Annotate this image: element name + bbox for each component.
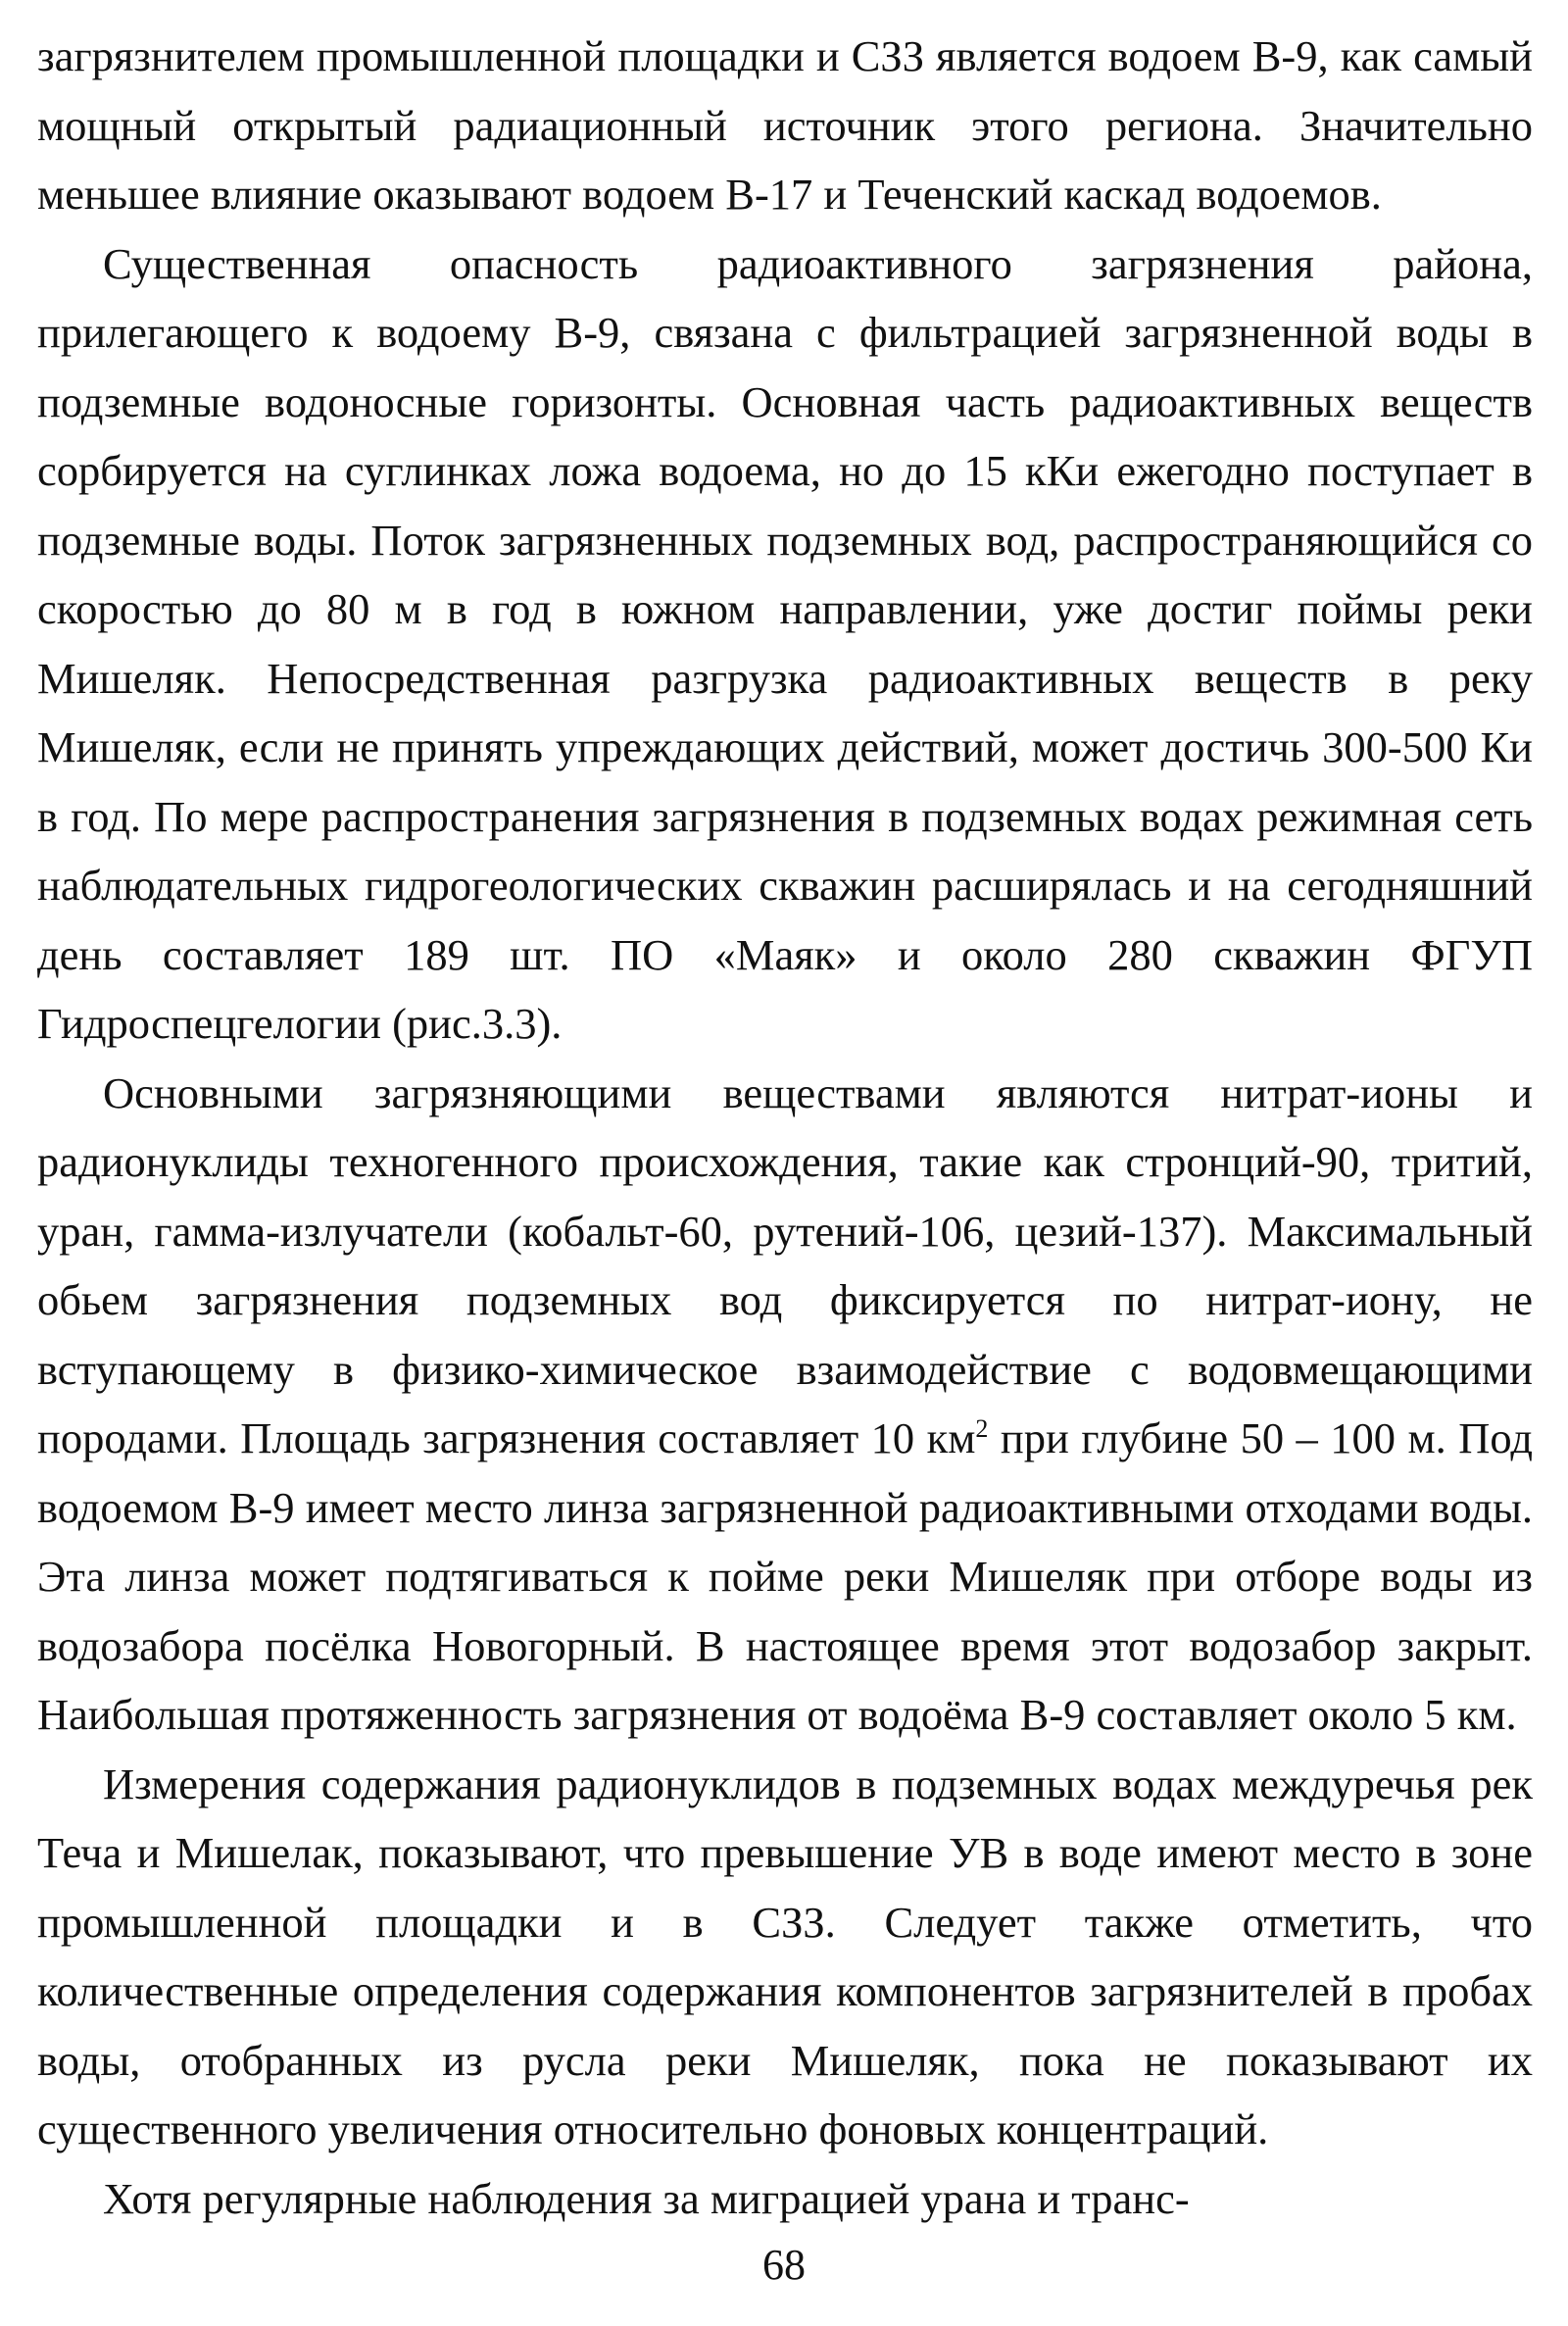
paragraph-2: Существенная опасность радиоактивного загрязнения района, прилегающего к водоему В-9, связана с фильтрацией загрязненной воды в подземные водоносные горизонты. Основная часть радиоактивных веществ сорбируется на суглинках ложа водоема, но до 15 кКи ежегодно поступает в подземные воды. Поток загрязненных подземных вод, распространяющийся со скоростью до 80 м в год в южном направлении, уже достиг поймы реки Мишеляк. Непосредственная разгрузка радиоактивных веществ в реку Мишеляк, если не принять упреждающих действий, может достичь 300-500 Ки в год. По мере распространения загрязнения в подземных водах режимная сеть наблюдательных гидрогеологических скважин расширялась и на сегодняшний день составляет 189 шт. ПО «Маяк» и около 280 скважин ФГУП Гидроспецгелогии (рис.3.3). <box>37 238 1533 1048</box>
paragraph-1: загрязнителем промышленной площадки и СЗЗ является водоем В-9, как самый мощный открытый радиационный источник этого региона. Значительно меньшее влияние оказывают водоем В-17 и Теченский каскад водоемов. <box>37 31 1533 219</box>
paragraph-5: Хотя регулярные наблюдения за миграцией урана и транс- <box>103 2173 1190 2223</box>
paragraph-3-text-before: Основными загрязняющими веществами являются нитрат-ионы и радионуклиды техногенного происхождения, такие как стронций-90, тритий, уран, гамма-излучатели (кобальт-60, рутений-106, цезий-137). Максимальный обьем загрязнения подземных вод фиксируется по нитрат-иону, не вступающему в физико-химическое взаимодействие с водовмещающими породами. Площадь загрязнения составляет 10 км <box>37 1067 1533 1462</box>
superscript-exponent: 2 <box>975 1414 989 1444</box>
paragraph-3 <box>37 1059 1533 1750</box>
paragraph-4: Измерения содержания радионуклидов в подземных водах междуречья рек Теча и Мишелак, показывают, что превышение УВ в воде имеют место в зоне промышленной площадки и в СЗЗ. Следует также отметить, что количественные определения содержания компонентов загрязнителей в пробах воды, отобранных из русла реки Мишеляк, пока не показывают их существенного увеличения относительно фоновых концентраций. <box>37 1758 1533 2153</box>
paragraph-3-text-after: при глубине 50 – 100 м. Под водоемом В-9 имеет место линза загрязненной радиоактивными отходами воды. Эта линза может подтягиваться к пойме реки Мишеляк при отборе воды из водозабора посёлка Новогорный. В настоящее время этот водозабор закрыт. Наибольшая протяженность загрязнения от водоёма В-9 составляет около 5 км. <box>37 1413 1533 1739</box>
page-number: 68 <box>762 2241 806 2289</box>
document-page <box>37 22 1533 2233</box>
